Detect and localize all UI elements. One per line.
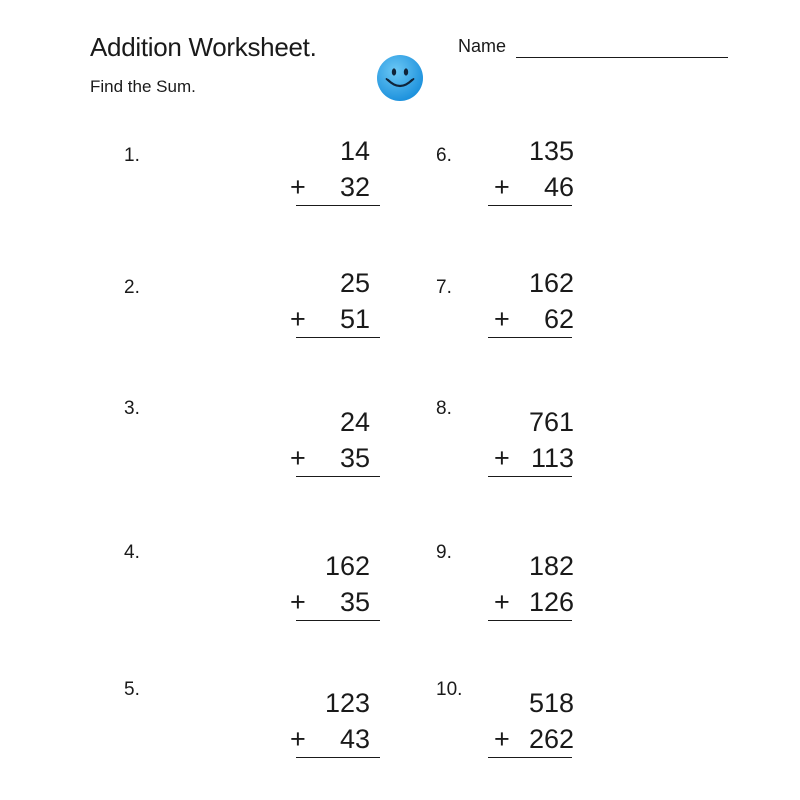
top-addend: 135: [528, 136, 574, 166]
problem-5: [124, 679, 384, 770]
problem-number: 1.: [124, 145, 140, 166]
answer-line[interactable]: [296, 476, 380, 477]
bottom-addend: 51: [339, 304, 370, 334]
bottom-addend: 43: [339, 724, 370, 754]
problem-number: 8.: [436, 398, 452, 419]
problem-number: 5.: [124, 679, 140, 700]
problem-10: [436, 679, 696, 770]
top-addend: 25: [339, 268, 370, 298]
problem-number: 7.: [436, 277, 452, 298]
top-addend: 24: [339, 407, 370, 437]
plus-sign: +: [494, 443, 510, 473]
name-label: Name: [458, 36, 507, 56]
worksheet-title: Addition Worksheet.: [90, 32, 317, 62]
plus-sign: +: [290, 587, 306, 617]
answer-line[interactable]: [488, 337, 572, 338]
plus-sign: +: [494, 724, 510, 754]
top-addend: 761: [528, 407, 574, 437]
name-field-line[interactable]: [516, 57, 728, 58]
bottom-addend: 113: [530, 443, 574, 473]
plus-sign: +: [290, 443, 306, 473]
plus-sign: +: [494, 304, 510, 334]
problem-number: 10.: [436, 679, 463, 700]
bottom-addend: 262: [528, 724, 574, 754]
plus-sign: +: [290, 724, 306, 754]
bottom-addend: 32: [339, 172, 370, 202]
problem-8: [436, 398, 696, 489]
problem-7: [436, 270, 696, 350]
top-addend: 123: [324, 688, 370, 718]
problem-3: [124, 398, 384, 489]
plus-sign: +: [494, 172, 510, 202]
problem-1: [124, 138, 384, 218]
answer-line[interactable]: [488, 757, 572, 758]
bottom-addend: 46: [543, 172, 574, 202]
plus-sign: +: [290, 304, 306, 334]
problem-number: 3.: [124, 398, 140, 419]
bottom-addend: 35: [339, 587, 370, 617]
answer-line[interactable]: [488, 476, 572, 477]
bottom-addend: 126: [528, 587, 574, 617]
top-addend: 14: [339, 136, 370, 166]
answer-line[interactable]: [296, 337, 380, 338]
problem-9: [436, 542, 696, 633]
problem-number: 6.: [436, 145, 452, 166]
answer-line[interactable]: [296, 620, 380, 621]
problem-number: 4.: [124, 542, 140, 563]
problem-4: [124, 542, 384, 633]
bottom-addend: 62: [543, 304, 574, 334]
top-addend: 162: [528, 268, 574, 298]
answer-line[interactable]: [296, 757, 380, 758]
plus-sign: +: [290, 172, 306, 202]
top-addend: 162: [324, 551, 370, 581]
problem-6: [436, 138, 696, 218]
bottom-addend: 35: [339, 443, 370, 473]
answer-line[interactable]: [488, 620, 572, 621]
problem-number: 2.: [124, 277, 140, 298]
problem-2: [124, 270, 384, 350]
answer-line[interactable]: [296, 205, 380, 206]
smiley-face-icon: [376, 54, 424, 102]
top-addend: 518: [528, 688, 574, 718]
worksheet-instructions: Find the Sum.: [90, 77, 196, 96]
problem-number: 9.: [436, 542, 452, 563]
plus-sign: +: [494, 587, 510, 617]
answer-line[interactable]: [488, 205, 572, 206]
top-addend: 182: [528, 551, 574, 581]
